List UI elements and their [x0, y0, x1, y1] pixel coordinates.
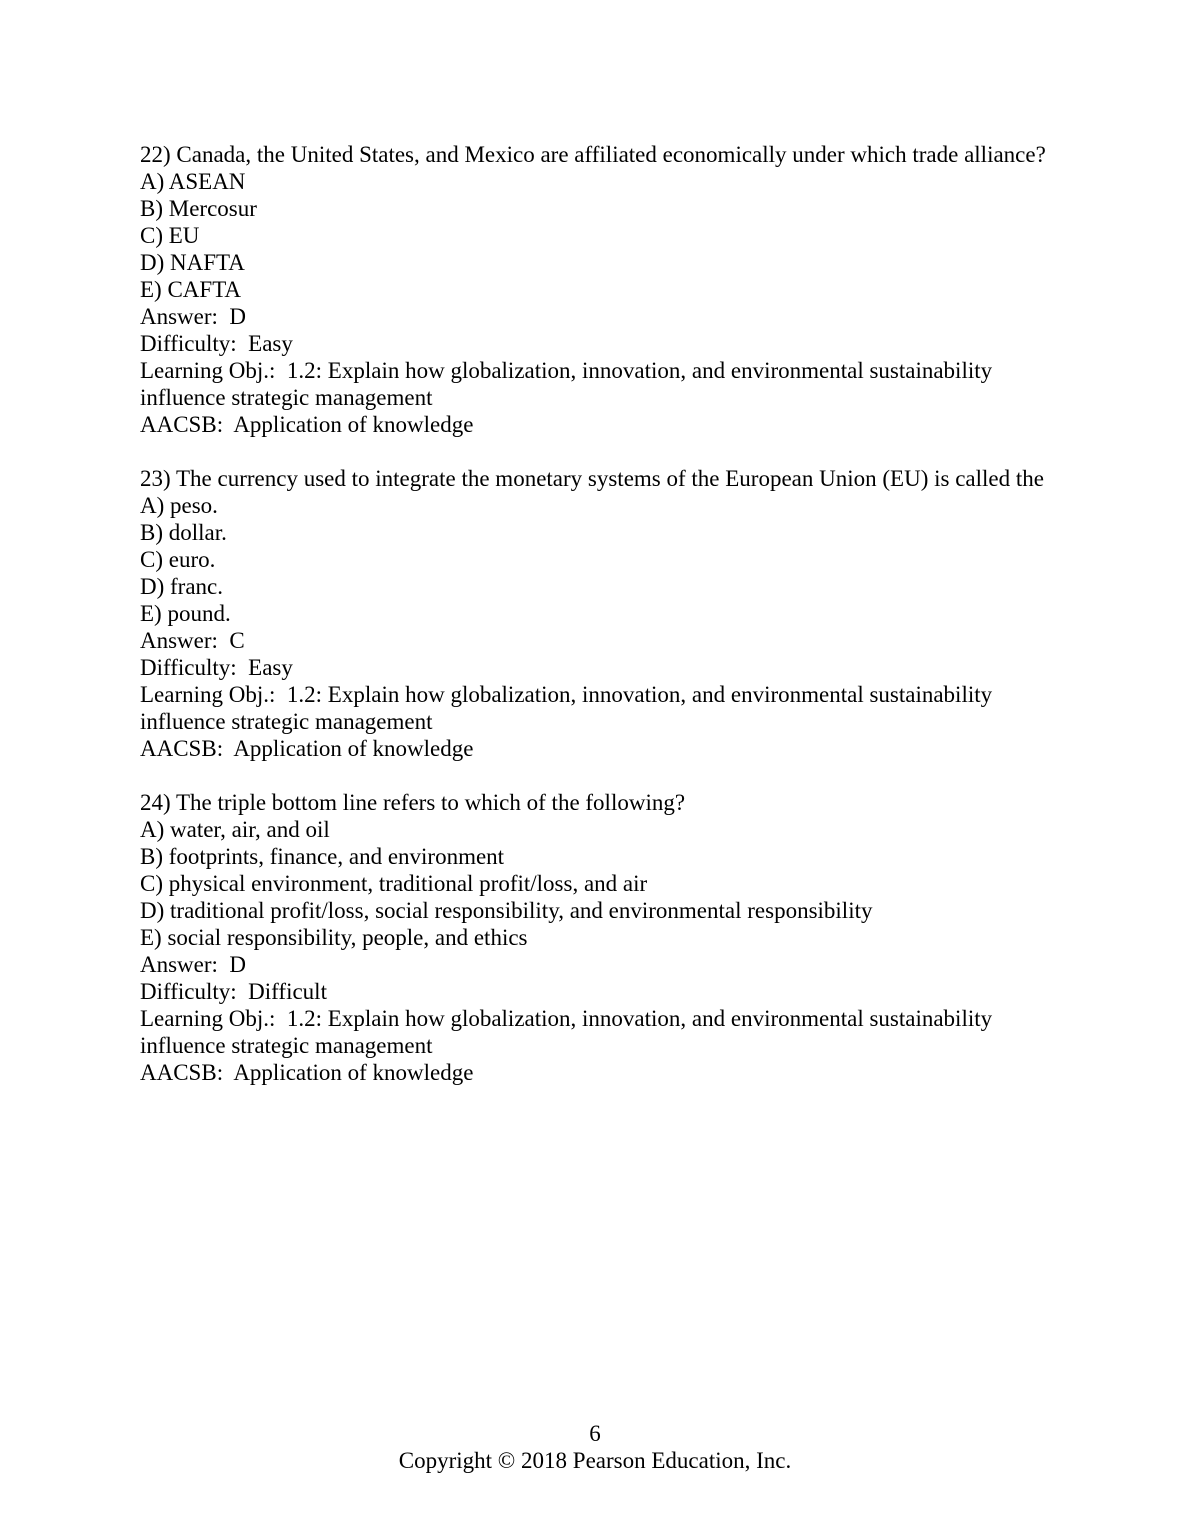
answer-option: E) CAFTA [140, 277, 242, 302]
learning-objective-line: Learning Obj.: 1.2: Explain how globalization, innovation, and environmental sustainability influence strategic management [140, 358, 998, 410]
page-number: 6 [589, 1421, 601, 1446]
answer-option: A) ASEAN [140, 169, 246, 194]
question-block [140, 789, 1052, 1086]
answer-option: B) footprints, finance, and environment [140, 844, 505, 869]
answer-option: E) pound. [140, 601, 231, 626]
question-block [140, 141, 1052, 438]
copyright-line: Copyright © 2018 Pearson Education, Inc. [398, 1448, 792, 1473]
learning-objective-line: Learning Obj.: 1.2: Explain how globalization, innovation, and environmental sustainability influence strategic management [140, 682, 998, 734]
question-stem: 22) Canada, the United States, and Mexico are affiliated economically under which trade alliance? [140, 142, 1046, 167]
answer-option: C) EU [140, 223, 200, 248]
page-body [140, 141, 1052, 1113]
aacsb-line: AACSB: Application of knowledge [140, 736, 474, 761]
answer-option: B) Mercosur [140, 196, 257, 221]
answer-option: D) franc. [140, 574, 224, 599]
difficulty-line: Difficulty: Easy [140, 331, 293, 356]
difficulty-line: Difficulty: Difficult [140, 979, 327, 1004]
page-footer [0, 1420, 1190, 1474]
question-block [140, 465, 1052, 762]
answer-option: D) traditional profit/loss, social responsibility, and environmental responsibility [140, 898, 873, 923]
answer-option: D) NAFTA [140, 250, 245, 275]
answer-line: Answer: C [140, 628, 245, 653]
aacsb-line: AACSB: Application of knowledge [140, 412, 474, 437]
answer-option: C) euro. [140, 547, 216, 572]
answer-option: C) physical environment, traditional profit/loss, and air [140, 871, 648, 896]
question-stem: 23) The currency used to integrate the monetary systems of the European Union (EU) is called the [140, 466, 1044, 491]
answer-option: B) dollar. [140, 520, 227, 545]
answer-line: Answer: D [140, 952, 247, 977]
learning-objective-line: Learning Obj.: 1.2: Explain how globalization, innovation, and environmental sustainability influence strategic management [140, 1006, 998, 1058]
difficulty-line: Difficulty: Easy [140, 655, 293, 680]
answer-line: Answer: D [140, 304, 247, 329]
answer-option: A) peso. [140, 493, 218, 518]
question-stem: 24) The triple bottom line refers to which of the following? [140, 790, 686, 815]
aacsb-line: AACSB: Application of knowledge [140, 1060, 474, 1085]
answer-option: E) social responsibility, people, and ethics [140, 925, 528, 950]
answer-option: A) water, air, and oil [140, 817, 330, 842]
